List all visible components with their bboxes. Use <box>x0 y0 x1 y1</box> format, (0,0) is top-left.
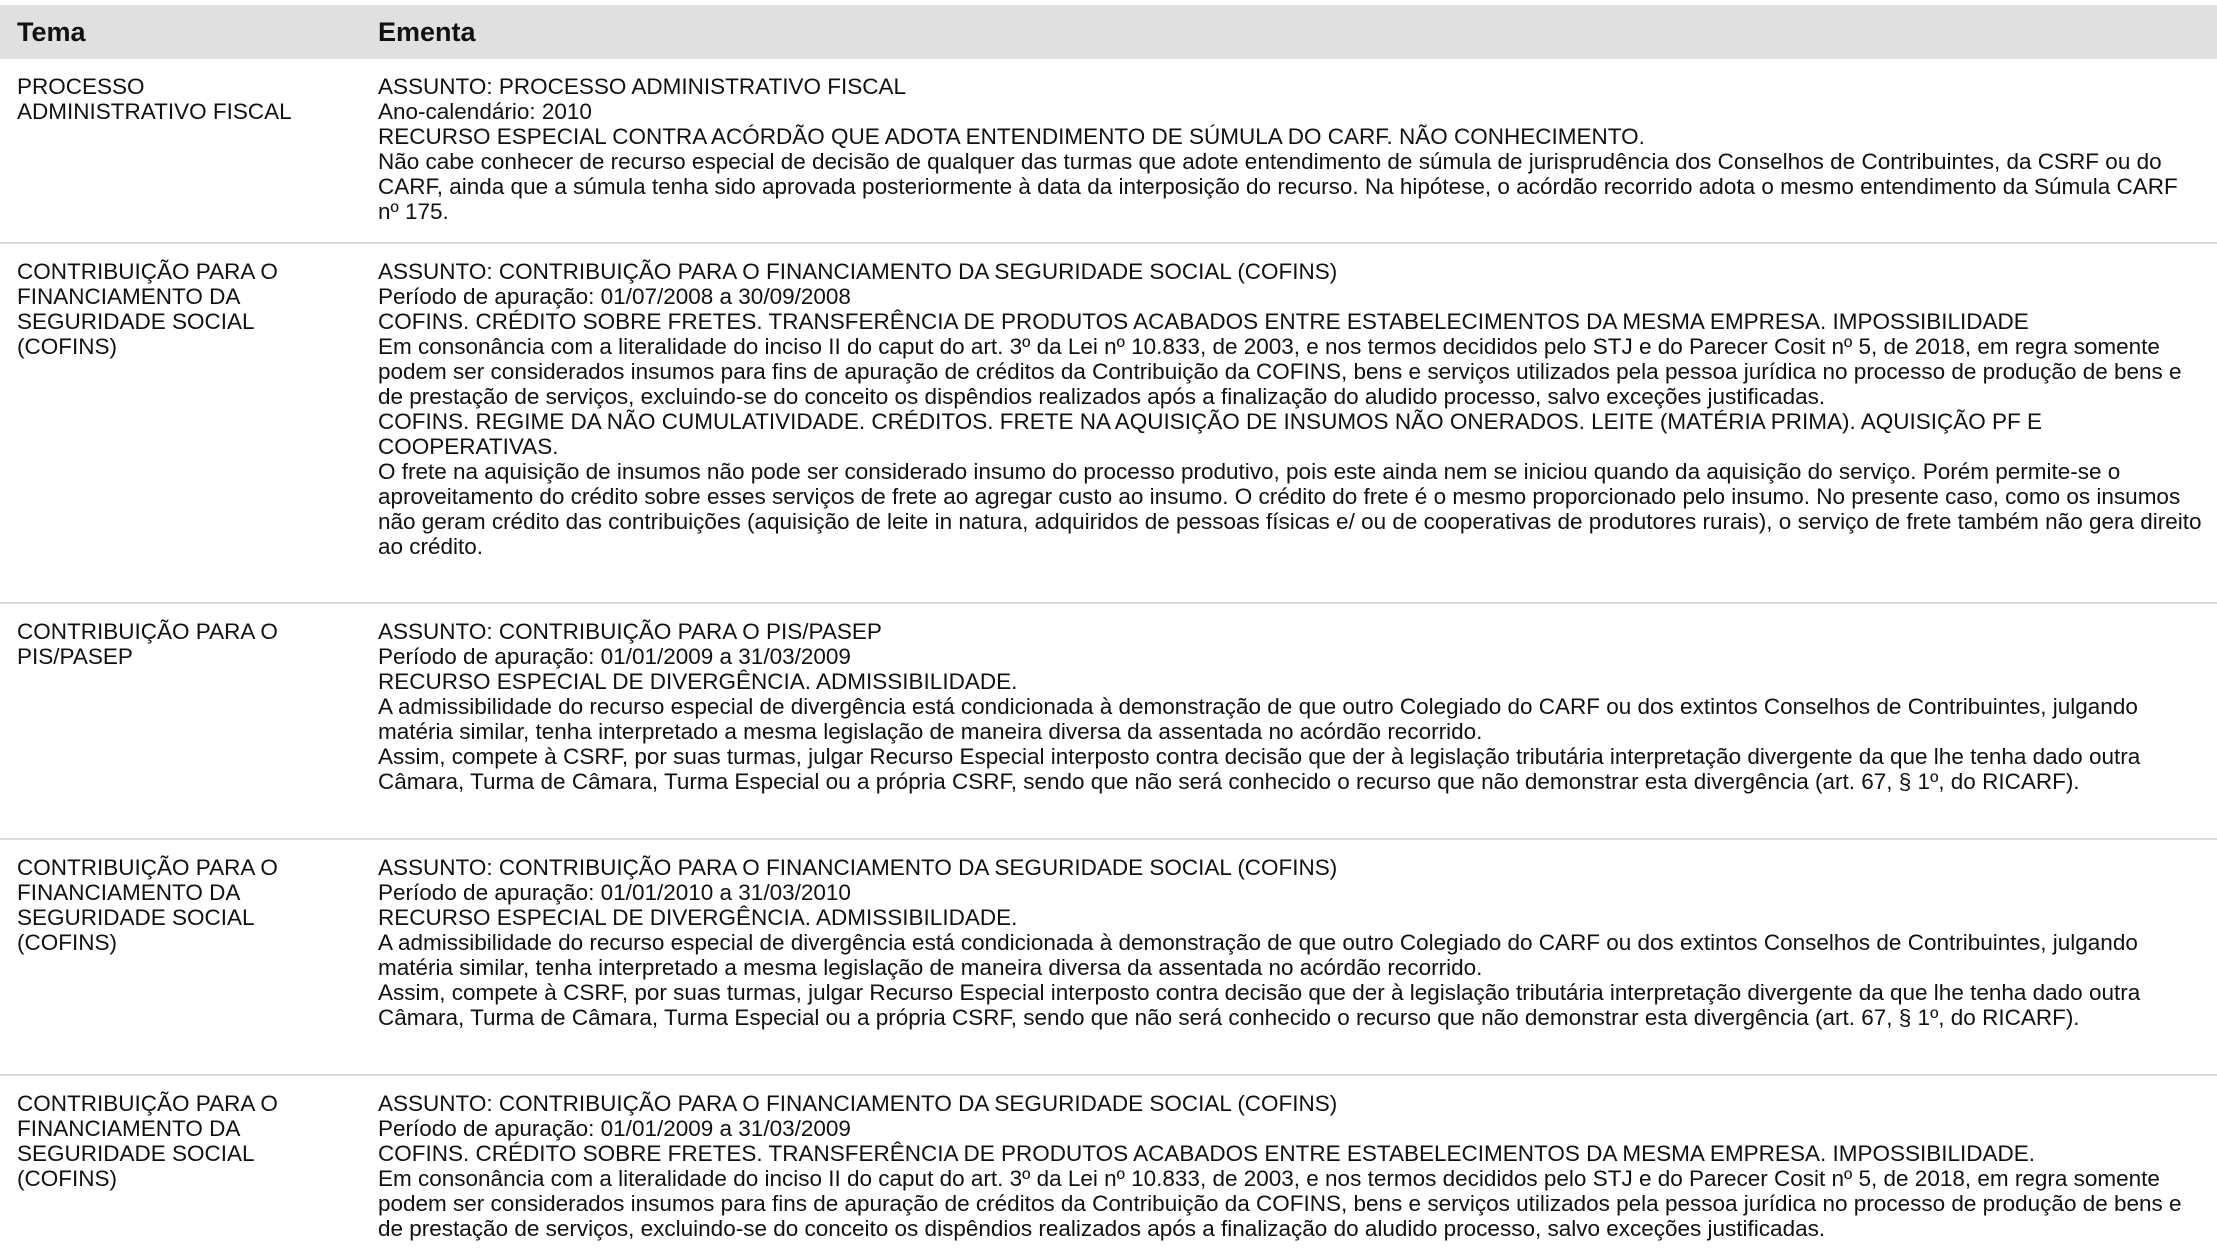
tema-cell: PROCESSO ADMINISTRATIVO FISCAL <box>17 74 292 124</box>
ementa-titulo: RECURSO ESPECIAL DE DIVERGÊNCIA. ADMISSIBILIDADE. <box>378 905 1018 930</box>
column-header-ementa: Ementa <box>378 17 476 47</box>
ementa-periodo: Período de apuração: 01/07/2008 a 30/09/2008 <box>378 284 851 309</box>
ementa-periodo: Período de apuração: 01/01/2009 a 31/03/2009 <box>378 644 851 669</box>
ementa-texto: A admissibilidade do recurso especial de divergência está condicionada à demonstração de que outro Colegiado do CARF ou dos extintos Conselhos de Contribuintes, julgando matéria similar, tenha interpretado a mesma legislação de maneira diversa da assentada no acórdão recorrido. <box>378 694 2138 744</box>
tema-cell: CONTRIBUIÇÃO PARA O FINANCIAMENTO DA SEGURIDADE SOCIAL (COFINS) <box>17 855 278 955</box>
ementa-titulo: COFINS. CRÉDITO SOBRE FRETES. TRANSFERÊNCIA DE PRODUTOS ACABADOS ENTRE ESTABELECIMENTOS DA MESMA EMPRESA. IMPOSSIBILIDADE <box>378 309 2029 334</box>
ementa-cell <box>378 259 2203 559</box>
ementa-assunto: ASSUNTO: CONTRIBUIÇÃO PARA O PIS/PASEP <box>378 619 882 644</box>
ementa-cell <box>378 855 2203 1030</box>
ementa-assunto: ASSUNTO: CONTRIBUIÇÃO PARA O FINANCIAMENTO DA SEGURIDADE SOCIAL (COFINS) <box>378 1091 1338 1116</box>
ementa-periodo: Período de apuração: 01/01/2010 a 31/03/2010 <box>378 880 851 905</box>
ementa-texto: Assim, compete à CSRF, por suas turmas, julgar Recurso Especial interposto contra decisão que der à legislação tributária interpretação divergente da que lhe tenha dado outra Câmara, Turma de Câmara, Turma Especial ou a própria CSRF, sendo que não será conhecido o recurso que não demonstrar esta divergência (art. 67, § 1º, do RICARF). <box>378 744 2141 794</box>
ementa-texto: Não cabe conhecer de recurso especial de decisão de qualquer das turmas que adote entendimento de súmula de jurisprudência dos Conselhos de Contribuintes, da CSRF ou do CARF, ainda que a súmula tenha sido aprovada posteriormente à data da interposição do recurso. Na hipótese, o acórdão recorrido adota o mesmo entendimento da Súmula CARF nº 175. <box>378 149 2178 224</box>
ementa-titulo: RECURSO ESPECIAL CONTRA ACÓRDÃO QUE ADOTA ENTENDIMENTO DE SÚMULA DO CARF. NÃO CONHECIMENTO. <box>378 124 1645 149</box>
table-row[interactable] <box>0 59 2217 244</box>
ementa-periodo: Período de apuração: 01/01/2009 a 31/03/2009 <box>378 1116 851 1141</box>
ementa-assunto: ASSUNTO: CONTRIBUIÇÃO PARA O FINANCIAMENTO DA SEGURIDADE SOCIAL (COFINS) <box>378 855 1338 880</box>
column-header-tema: Tema <box>17 17 86 47</box>
tema-cell: CONTRIBUIÇÃO PARA O FINANCIAMENTO DA SEGURIDADE SOCIAL (COFINS) <box>17 1091 278 1191</box>
ementa-texto: Em consonância com a literalidade do inciso II do caput do art. 3º da Lei nº 10.833, de 2003, e nos termos decididos pelo STJ e do Parecer Cosit nº 5, de 2018, em regra somente podem ser considerados insumos para fins de apuração de créditos da Contribuição da COFINS, bens e serviços utilizados pela pessoa jurídica no processo de produção de bens e de prestação de serviços, excluindo-se do conceito os dispêndios realizados após a finalização do aludido processo, salvo exceções justificadas. <box>378 334 2182 409</box>
ementa-texto: A admissibilidade do recurso especial de divergência está condicionada à demonstração de que outro Colegiado do CARF ou dos extintos Conselhos de Contribuintes, julgando matéria similar, tenha interpretado a mesma legislação de maneira diversa da assentada no acórdão recorrido. <box>378 930 2138 980</box>
table-body <box>0 59 2217 1255</box>
ementa-titulo: RECURSO ESPECIAL DE DIVERGÊNCIA. ADMISSIBILIDADE. <box>378 669 1018 694</box>
table-row[interactable] <box>0 244 2217 604</box>
table-row[interactable] <box>0 840 2217 1076</box>
ementa-periodo: Ano-calendário: 2010 <box>378 99 592 124</box>
ementa-texto: O frete na aquisição de insumos não pode ser considerado insumo do processo produtivo, pois este ainda nem se iniciou quando da aquisição do serviço. Porém permite-se o aproveitamento do crédito sobre esses serviços de frete ao agregar custo ao insumo. O crédito do frete é o mesmo proporcionado pelo insumo. No presente caso, como os insumos não geram crédito das contribuições (aquisição de leite in natura, adquiridos de pessoas físicas e/ ou de cooperativas de produtores rurais), o serviço de frete também não gera direito ao crédito. <box>378 459 2202 559</box>
ementa-texto: Assim, compete à CSRF, por suas turmas, julgar Recurso Especial interposto contra decisão que der à legislação tributária interpretação divergente da que lhe tenha dado outra Câmara, Turma de Câmara, Turma Especial ou a própria CSRF, sendo que não será conhecido o recurso que não demonstrar esta divergência (art. 67, § 1º, do RICARF). <box>378 980 2141 1030</box>
table-header <box>0 5 2217 59</box>
ementa-texto: Em consonância com a literalidade do inciso II do caput do art. 3º da Lei nº 10.833, de 2003, e nos termos decididos pelo STJ e do Parecer Cosit nº 5, de 2018, em regra somente podem ser considerados insumos para fins de apuração de créditos da Contribuição da COFINS, bens e serviços utilizados pela pessoa jurídica no processo de produção de bens e de prestação de serviços, excluindo-se do conceito os dispêndios realizados após a finalização do aludido processo, salvo exceções justificadas. <box>378 1166 2182 1241</box>
ementa-assunto: ASSUNTO: PROCESSO ADMINISTRATIVO FISCAL <box>378 74 907 99</box>
ementa-cell <box>378 1091 2203 1241</box>
ementa-titulo: COFINS. REGIME DA NÃO CUMULATIVIDADE. CRÉDITOS. FRETE NA AQUISIÇÃO DE INSUMOS NÃO ONERADOS. LEITE (MATÉRIA PRIMA). AQUISIÇÃO PF E COOPERATIVAS. <box>378 409 2043 459</box>
tema-cell: CONTRIBUIÇÃO PARA O FINANCIAMENTO DA SEGURIDADE SOCIAL (COFINS) <box>17 259 278 359</box>
table-row[interactable] <box>0 604 2217 840</box>
ementa-assunto: ASSUNTO: CONTRIBUIÇÃO PARA O FINANCIAMENTO DA SEGURIDADE SOCIAL (COFINS) <box>378 259 1338 284</box>
ementa-cell <box>378 619 2203 794</box>
table-row[interactable] <box>0 1076 2217 1255</box>
ementa-cell <box>378 74 2203 224</box>
ementa-titulo: COFINS. CRÉDITO SOBRE FRETES. TRANSFERÊNCIA DE PRODUTOS ACABADOS ENTRE ESTABELECIMENTOS DA MESMA EMPRESA. IMPOSSIBILIDADE. <box>378 1141 2036 1166</box>
tema-cell: CONTRIBUIÇÃO PARA O PIS/PASEP <box>17 619 278 669</box>
